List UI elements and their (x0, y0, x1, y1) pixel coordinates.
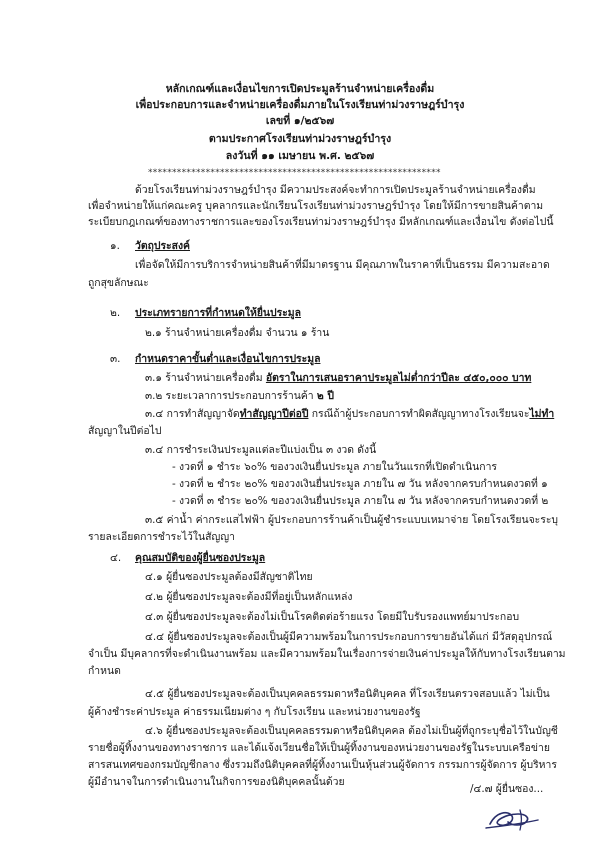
section3-item3-mid: กรณีถ้าผู้ประกอบการทำผิดสัญญาทางโรงเรียนจะ (308, 408, 530, 420)
section3-item5-line1: ๓.๕ ค่าน้ำ ค่ากระแสไฟฟ้า ผู้ประกอบการร้านค้าเป็นผู้ชำระแบบเหมาจ่าย โดยโรงเรียนจะระบุ (145, 514, 559, 526)
section3-item5-line2: รายละเอียดการชำระไว้ในสัญญา (88, 531, 235, 543)
continued-marker: /๔.๗ ผู้ยื่นซอง... (470, 783, 544, 795)
separator-stars: ************************************************************* (148, 168, 441, 178)
announcement-date: ลงวันที่ ๑๑ เมษายน พ.ศ. ๒๕๖๗ (225, 150, 375, 162)
section3-item3-line2: สัญญาในปีต่อไป (88, 425, 162, 437)
section2-number: ๒. (110, 307, 121, 319)
section3-heading: กำหนดราคาขั้นต่ำและเงื่อนไขการประมูล (135, 353, 321, 365)
section1-number: ๑. (110, 240, 120, 252)
section4-item6-line4: ผู้มีอำนาจในการดำเนินงานในกิจการของนิติบุคคลนั้นด้วย (88, 776, 345, 788)
contract-term: ทำสัญญาปีต่อปี (239, 408, 309, 420)
section4-item4-line1: ๔.๔ ผู้ยื่นซองประมูลจะต้องเป็นผู้มีความพร้อมในการประกอบการขายอันได้แก่ มีวัสดุอุปกรณ์ (145, 631, 553, 643)
installment-2: - งวดที่ ๒ ชำระ ๒๐% ของวงเงินยื่นประมูล ภายใน ๗ วัน หลังจากครบกำหนดงวดที่ ๑ (172, 478, 548, 490)
section1-line1: เพื่อจัดให้มีการบริการจำหน่ายสินค้าที่มีมาตรฐาน มีคุณภาพในราคาที่เป็นธรรม มีความสะอาด (135, 259, 550, 271)
section4-item4-line3: กำหนด (88, 665, 121, 677)
section3-item1-label: ๓.๑ ร้านจำหน่ายเครื่องดื่ม (145, 372, 266, 384)
intro-line3: ระเบียบกฎเกณฑ์ของทางราชการและของโรงเรียนท่าม่วงราษฎร์บำรุง มีหลักเกณฑ์และเงื่อนไข ดังต่อไปนี้ (88, 216, 554, 228)
section3-item1 (145, 372, 531, 385)
document-title-line2: เพื่อประกอบการและจำหน่ายเครื่องดื่มภายในโรงเรียนท่าม่วงราษฎร์บำรุง (135, 99, 465, 111)
section1-line2: ถูกสุขลักษณะ (88, 277, 149, 289)
section4-item3: ๔.๓ ผู้ยื่นซองประมูลจะต้องไม่เป็นโรคติดต่อร้ายแรง โดยมีใบรับรองแพทย์มาประกอบ (145, 611, 520, 623)
section2-item1: ๒.๑ ร้านจำหน่ายเครื่องดื่ม จำนวน ๑ ร้าน (145, 327, 330, 339)
section4-number: ๔. (110, 552, 122, 564)
section4-item4-line2: จำเป็น มีบุคลากรที่จะดำเนินงานพร้อม และมีความพร้อมในเรื่องการจ่ายเงินค่าประมูลให้กับทางโรงเรียนตาม (88, 648, 566, 660)
intro-line2: เพื่อจำหน่ายให้แก่คณะครู บุคลากรและนักเรียนโรงเรียนท่าม่วงราษฎร์บำรุง โดยให้มีการขายสินค้าตาม (88, 200, 544, 212)
minimum-bid-amount: อัตราในการเสนอราคาประมูลไม่ต่ำกว่าปีละ ๔๕๐,๐๐๐ บาท (265, 372, 532, 384)
document-number: เลขที่ ๑/๒๕๖๗ (265, 115, 335, 127)
section3-item3-label: ๓.๔ การทำสัญญาจัด (145, 408, 240, 420)
section3-item2-label: ๓.๒ ระยะเวลาการประกอบการร้านค้า (145, 390, 317, 402)
contract-not-renewed: ไม่ทำ (529, 408, 555, 420)
document-title-line1: หลักเกณฑ์และเงื่อนไขการเปิดประมูลร้านจำหน่ายเครื่องดื่ม (165, 83, 435, 95)
section1-heading: วัตถุประสงค์ (135, 240, 190, 252)
section4-item1: ๔.๑ ผู้ยื่นซองประมูลต้องมีสัญชาติไทย (145, 571, 313, 583)
section2-heading: ประเภทรายการที่กำหนดให้ยื่นประมูล (135, 307, 301, 319)
section3-item3 (145, 408, 554, 421)
section3-item4: ๓.๔ การชำระเงินประมูลแต่ละปีแบ่งเป็น ๓ งวด ดังนี้ (145, 444, 377, 456)
section4-item2: ๔.๒ ผู้ยื่นซองประมูลจะต้องมีที่อยู่เป็นหลักแหล่ง (145, 591, 353, 603)
signature-initials (482, 802, 542, 836)
section4-item6-line3: สารสนเทศของกรมบัญชีกลาง ซึ่งรวมถึงนิติบุคคลที่ผู้ทิ้งงานเป็นหุ้นส่วนผู้จัดการ กรรมการผู้จัดการ ผู้บริหาร (88, 759, 557, 771)
section4-item6-line2: รายชื่อผู้ทิ้งงานของทางราชการ และได้แจ้งเวียนชื่อให้เป็นผู้ทิ้งงานของหน่วยงานของรัฐในระบบเครือข่าย (88, 742, 550, 754)
section3-item2 (145, 390, 334, 403)
operating-period: ๒ ปี (316, 390, 334, 402)
section4-item6-line1: ๔.๖ ผู้ยื่นซองประมูลจะต้องเป็นบุคคลธรรมดาหรือนิติบุคคล ต้องไม่เป็นผู้ที่ถูกระบุชื่อไว้ในบัญชี (145, 725, 558, 737)
section4-heading: คุณสมบัติของผู้ยื่นซองประมูล (135, 552, 266, 564)
section4-item5-line1: ๔.๕ ผู้ยื่นซองประมูลจะต้องเป็นบุคคลธรรมดาหรือนิติบุคคล ที่โรงเรียนตรวจสอบแล้ว ไม่เป็น (145, 688, 550, 700)
installment-1: - งวดที่ ๑ ชำระ ๖๐% ของวงเงินยื่นประมูล ภายในวันแรกที่เปิดดำเนินการ (172, 461, 497, 473)
intro-line1: ด้วยโรงเรียนท่าม่วงราษฎร์บำรุง มีความประสงค์จะทำการเปิดประมูลร้านจำหน่ายเครื่องดื่ม (135, 184, 536, 196)
installment-3: - งวดที่ ๓ ชำระ ๒๐% ของวงเงินยื่นประมูล ภายใน ๗ วัน หลังจากครบกำหนดงวดที่ ๒ (172, 495, 549, 507)
announcement-reference: ตามประกาศโรงเรียนท่าม่วงราษฎร์บำรุง (208, 133, 392, 145)
section4-item5-line2: ผู้ค้างชำระค่าประมูล ค่าธรรมเนียมต่าง ๆ กับโรงเรียน และหน่วยงานของรัฐ (88, 706, 421, 718)
section3-number: ๓. (110, 353, 121, 365)
